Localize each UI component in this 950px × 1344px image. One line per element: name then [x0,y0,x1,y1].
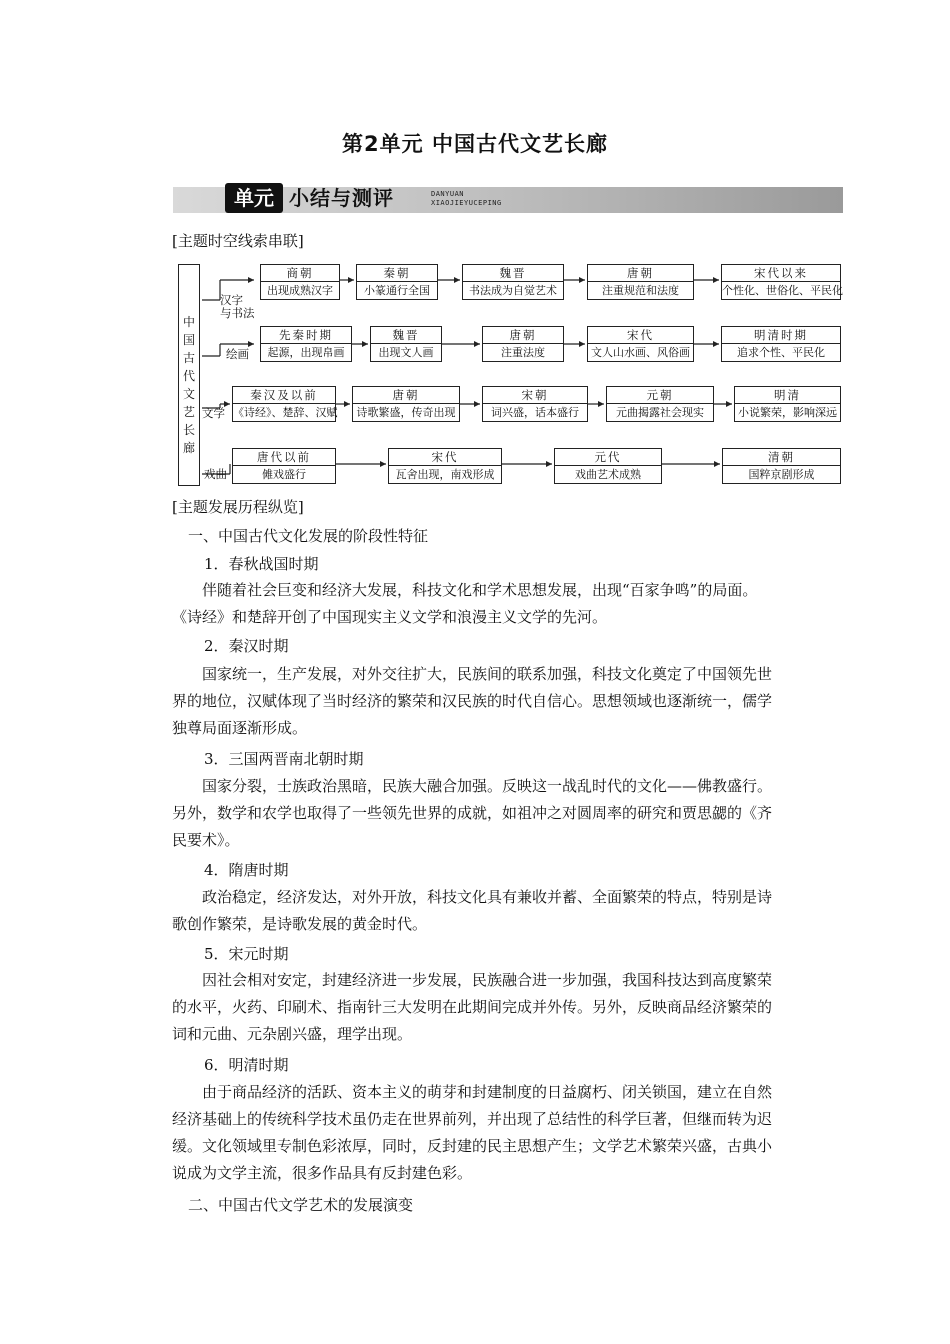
period-title: 5．宋元时期 [204,945,289,963]
timeline-node: 唐朝 注重法度 [482,326,564,362]
timeline-node: 魏晋 出现文人画 [370,326,442,362]
timeline-node: 宋代 文人山水画、风俗画 [587,326,694,362]
category-opera: 戏曲 [204,467,227,481]
period-paragraph: 伴随着社会巨变和经济大发展，科技文化和学术思想发展，出现“百家争鸣”的局面。 《诗经》和楚辞开创了中国现实主义文学和浪漫主义文学的先河。 [172,581,758,626]
timeline-node: 明清时期 追求个性、平民化 [721,326,841,362]
page-title: 第2单元 中国古代文艺长廊 [342,132,608,156]
timeline-node: 先秦时期 起源，出现帛画 [260,326,352,362]
diagram-root-box [178,264,200,486]
period-title: 6．明清时期 [204,1056,289,1074]
period-paragraph: 由于商品经济的活跃、资本主义的萌芽和封建制度的日益腐朽、闭关锁国，建立在自然 经济基础上的传统科学技术虽仍走在世界前列，并出现了总结性的科学巨著，但继而转为迟 缓。文化领域里专制色彩浓厚，同时，反封建的民主思想产生；文学艺术繁荣兴盛，古典小 说成为文学主流，很多作品具有反封建色彩。 [172,1083,773,1182]
heading-literature-evolution: 二、中国古代文学艺术的发展演变 [188,1196,414,1214]
period-paragraph: 国家统一，生产发展，对外交往扩大，民族间的联系加强，科技文化奠定了中国领先世 界的地位，汉赋体现了当时经济的繁荣和汉民族的时代自信心。思想领域也逐渐统一，儒学 独尊局面逐渐形成。 [172,665,773,737]
period-title: 4．隋唐时期 [204,861,289,879]
period-title: 1．春秋战国时期 [204,555,319,573]
heading-stage-features: 一、中国古代文化发展的阶段性特征 [188,527,429,545]
timeline-diagram [174,260,844,492]
period-title: 2．秦汉时期 [204,637,289,655]
category-painting: 绘画 [226,347,249,361]
timeline-node: 元代 戏曲艺术成熟 [554,448,662,484]
diagram-root-label: 中 国 古 代 文 艺 长 廊 [182,315,195,455]
banner-pinyin: DANYUAN XIAOJIEYUCEPING [431,190,502,207]
timeline-node: 宋代以来 个性化、世俗化、平民化 [721,264,841,300]
timeline-node: 魏晋 书法成为自觉艺术 [462,264,564,300]
banner-badge: 单元 [225,183,283,213]
timeline-node: 宋代 瓦舍出现，南戏形成 [388,448,502,484]
timeline-node: 唐朝 注重规范和法度 [587,264,694,300]
period-title: 3．三国两晋南北朝时期 [204,750,364,768]
timeline-node: 宋朝 词兴盛，话本盛行 [482,386,588,422]
timeline-node: 商朝 出现成熟汉字 [260,264,340,300]
timeline-node: 清朝 国粹京剧形成 [722,448,841,484]
period-paragraph: 国家分裂，士族政治黑暗，民族大融合加强。反映这一战乱时代的文化——佛教盛行。 另外，数学和农学也取得了一些领先世界的成就，如祖冲之对圆周率的研究和贾思勰的《齐 民要术》。 [172,777,773,849]
timeline-node: 明清 小说繁荣，影响深远 [734,386,841,422]
timeline-node: 秦朝 小篆通行全国 [356,264,438,300]
unit-summary-banner [173,183,843,215]
timeline-node: 秦汉及以前 《诗经》、楚辞、汉赋 [232,386,336,422]
category-literature: 文学 [202,406,225,420]
section-label-overview: [主题发展历程纵览] [172,498,304,516]
category-calligraphy: 汉字 与书法 [220,293,255,320]
timeline-node: 唐朝 诗歌繁盛，传奇出现 [352,386,460,422]
section-label-timeline: [主题时空线索串联] [172,232,304,250]
period-paragraph: 政治稳定，经济发达，对外开放，科技文化具有兼收并蓄、全面繁荣的特点，特别是诗 歌创作繁荣，是诗歌发展的黄金时代。 [172,888,773,933]
period-paragraph: 因社会相对安定，封建经济进一步发展，民族融合进一步加强，我国科技达到高度繁荣 的水平，火药、印刷术、指南针三大发明在此期间完成并外传。另外，反映商品经济繁荣的 词和元曲、元杂剧兴盛，理学出现。 [172,971,773,1043]
timeline-node: 唐代以前 傩戏盛行 [232,448,336,484]
banner-title: 小结与测评 [289,186,394,210]
timeline-node: 元朝 元曲揭露社会现实 [606,386,714,422]
